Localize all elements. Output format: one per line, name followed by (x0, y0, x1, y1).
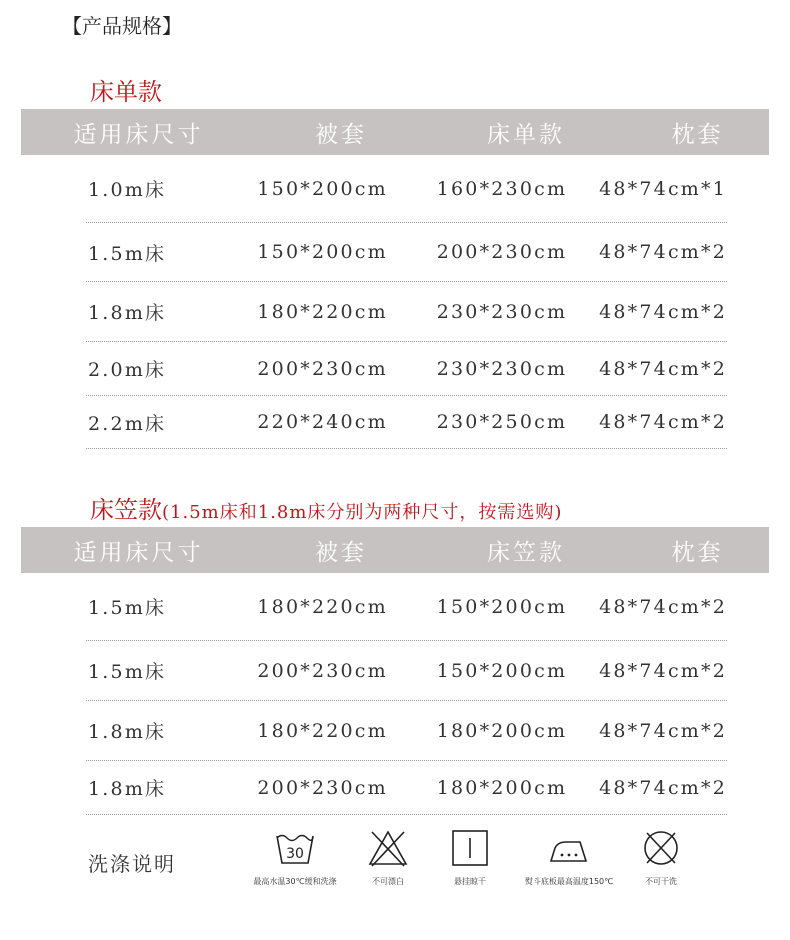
cell-pillowcase: 48*74cm*2 (599, 719, 727, 742)
cell-pillowcase: 48*74cm*2 (599, 659, 727, 682)
cell-pillowcase: 48*74cm*2 (599, 411, 727, 433)
table-row (86, 282, 727, 342)
col-header-pillowcase: 枕套 (671, 121, 724, 148)
no-dry-clean-icon (640, 828, 682, 868)
cell-bed-size: 1.8m床 (88, 302, 167, 324)
section-title-flat-sheet: 床单款 (90, 78, 162, 106)
col-header-pillowcase: 枕套 (671, 539, 724, 566)
cell-bed-size: 1.5m床 (88, 661, 167, 683)
col-header-duvet: 被套 (315, 539, 367, 566)
cell-duvet: 220*240cm (257, 411, 388, 433)
cell-duvet: 180*220cm (257, 595, 388, 618)
cell-bed-size: 1.0m床 (88, 179, 167, 201)
cell-bed-size: 2.0m床 (88, 359, 167, 381)
care-item-wash (247, 828, 343, 887)
cell-fitted-sheet: 150*200cm (436, 595, 568, 618)
table-row (86, 223, 727, 282)
care-label: 不可漂白 (372, 877, 404, 886)
spec-table-flat-sheet (21, 109, 769, 449)
col-header-bed-size: 适用床尺寸 (73, 121, 204, 148)
care-label: 最高水温30℃缓和洗涤 (253, 877, 337, 886)
cell-sheet: 230*230cm (436, 357, 568, 380)
table-row (86, 155, 727, 223)
cell-pillowcase: 48*74cm*1 (599, 177, 727, 200)
no-bleach-icon (367, 828, 409, 868)
col-header-sheet: 床单款 (487, 121, 565, 148)
care-label: 悬挂晾干 (454, 877, 486, 886)
cell-duvet: 200*230cm (257, 776, 388, 799)
section-note: (1.5m床和1.8m床分别为两种尺寸，按需选购) (162, 502, 563, 523)
care-item-iron (517, 828, 621, 887)
care-item-hang-dry (442, 828, 498, 887)
wash-30-icon (274, 828, 316, 868)
cell-duvet: 200*230cm (257, 659, 388, 682)
cell-bed-size: 1.8m床 (88, 721, 167, 743)
wash-temp-number: 30 (286, 846, 304, 862)
cell-sheet: 200*230cm (436, 241, 568, 263)
table-row (86, 701, 727, 761)
care-label: 不可干洗 (645, 877, 677, 886)
section-title-fitted-sheet (90, 490, 562, 525)
header-tag: 【产品规格】 (62, 14, 182, 38)
care-title: 洗涤说明 (88, 852, 176, 876)
cell-fitted-sheet: 180*200cm (436, 776, 568, 799)
col-header-fitted-sheet: 床笠款 (487, 539, 565, 566)
cell-bed-size: 1.5m床 (88, 242, 167, 265)
table-header (21, 109, 769, 155)
iron-150-icon (548, 828, 590, 868)
col-header-bed-size: 适用床尺寸 (73, 539, 204, 566)
cell-fitted-sheet: 150*200cm (436, 659, 568, 682)
cell-bed-size: 2.2m床 (88, 412, 167, 435)
cell-sheet: 230*230cm (436, 300, 568, 323)
cell-sheet: 230*250cm (436, 411, 568, 433)
care-item-no-dry-clean (636, 828, 686, 887)
cell-bed-size: 1.5m床 (88, 597, 167, 619)
care-item-no-bleach (358, 828, 418, 887)
table-header (21, 527, 769, 573)
care-label: 熨斗底板最高温度150℃ (524, 877, 614, 886)
table-row (86, 342, 727, 396)
spec-table-fitted-sheet (21, 527, 769, 815)
col-header-duvet: 被套 (315, 121, 367, 148)
table-row (86, 573, 727, 641)
cell-fitted-sheet: 180*200cm (436, 719, 568, 742)
section-title-text: 床笠款 (90, 496, 162, 524)
hang-dry-icon (449, 828, 491, 868)
table-row (86, 396, 727, 449)
cell-pillowcase: 48*74cm*2 (599, 300, 727, 323)
cell-bed-size: 1.8m床 (88, 778, 167, 800)
cell-duvet: 180*220cm (257, 300, 388, 323)
cell-pillowcase: 48*74cm*2 (599, 776, 727, 799)
cell-pillowcase: 48*74cm*2 (599, 357, 727, 380)
cell-duvet: 150*200cm (257, 177, 388, 200)
table-row (86, 641, 727, 701)
cell-sheet: 160*230cm (436, 177, 568, 200)
table-row (86, 761, 727, 815)
cell-duvet: 180*220cm (257, 719, 388, 742)
cell-duvet: 200*230cm (257, 357, 388, 380)
cell-duvet: 150*200cm (257, 241, 388, 263)
cell-pillowcase: 48*74cm*2 (599, 241, 727, 263)
cell-pillowcase: 48*74cm*2 (599, 595, 727, 618)
